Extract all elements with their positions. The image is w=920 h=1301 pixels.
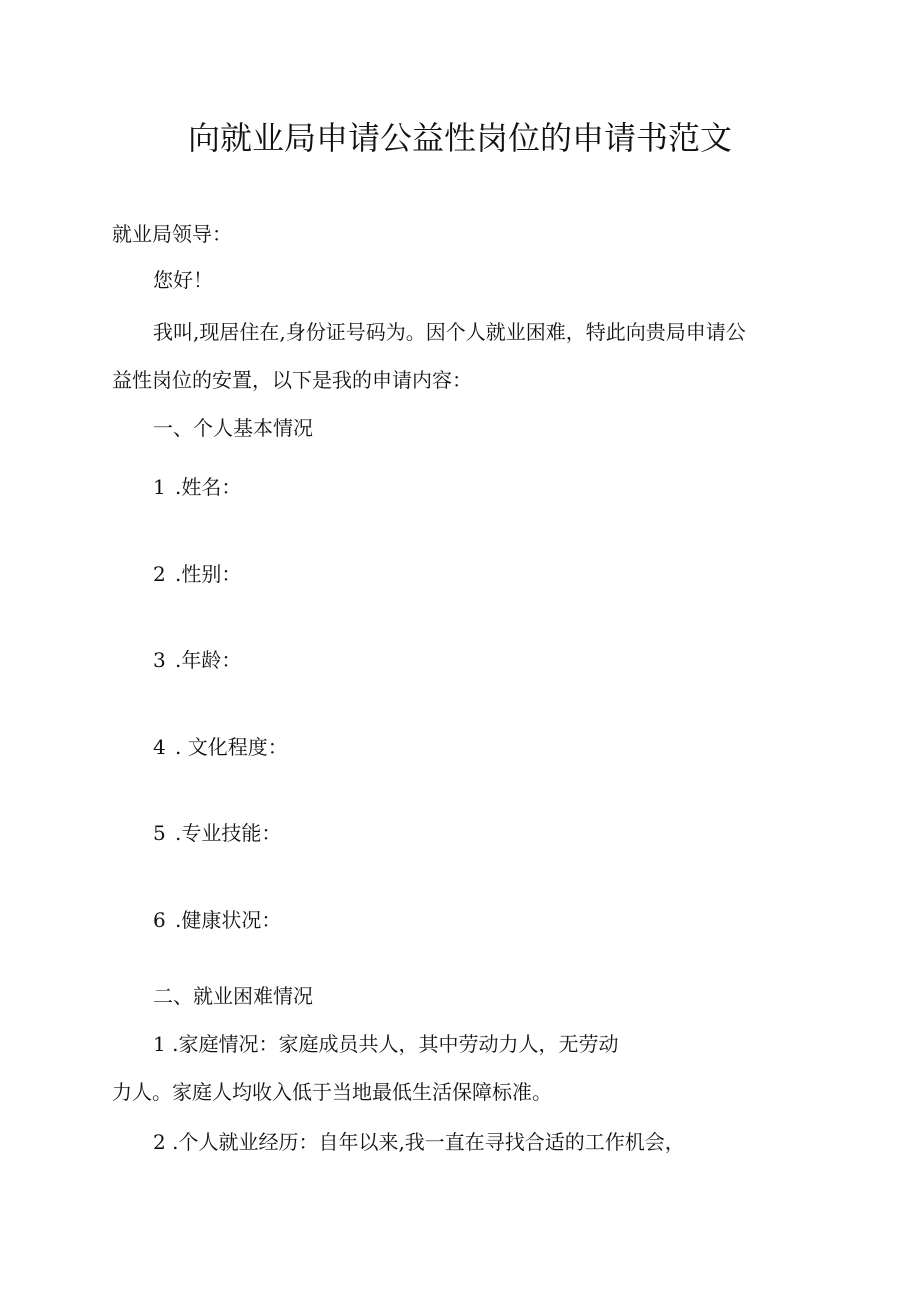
list-item-number: 6 — [153, 908, 166, 932]
list-item-skills — [153, 819, 281, 847]
intro-line-1: 我叫,现居住在,身份证号码为。因个人就业困难，特此向贵局申请公 — [153, 320, 746, 344]
list-item-gender — [153, 560, 241, 588]
list-item-health — [153, 906, 281, 934]
list-item-label: . 文化程度： — [175, 735, 288, 759]
list-item-label: .健康状况： — [175, 908, 282, 932]
list-item-education — [153, 733, 288, 761]
section-2-heading: 二、就业困难情况 — [153, 984, 313, 1008]
list-item-number: 5 — [153, 821, 166, 845]
intro-line-2: 益性岗位的安置，以下是我的申请内容： — [112, 368, 472, 392]
list-item-label: .性别： — [175, 562, 242, 586]
salutation: 就业局领导： — [112, 222, 232, 246]
family-line-1: 1 .家庭情况：家庭成员共人，其中劳动力人，无劳动 — [153, 1032, 619, 1056]
experience-line-1: 2 .个人就业经历：自年以来,我一直在寻找合适的工作机会， — [153, 1130, 685, 1154]
list-item-label: .姓名： — [175, 475, 242, 499]
list-item-number: 2 — [153, 562, 166, 586]
list-item-age — [153, 646, 241, 674]
list-item-number: 3 — [153, 648, 166, 672]
document-title: 向就业局申请公益性岗位的申请书范文 — [187, 119, 732, 157]
list-item-label: .年龄： — [175, 648, 242, 672]
greeting: 您好！ — [153, 268, 213, 292]
list-item-label: .专业技能： — [175, 821, 282, 845]
section-1-heading: 一、个人基本情况 — [153, 416, 313, 440]
list-item-number: 4 — [153, 735, 166, 759]
list-item-number: 1 — [153, 475, 166, 499]
list-item-name — [153, 473, 241, 501]
family-line-2: 力人。家庭人均收入低于当地最低生活保障标准。 — [112, 1080, 552, 1104]
